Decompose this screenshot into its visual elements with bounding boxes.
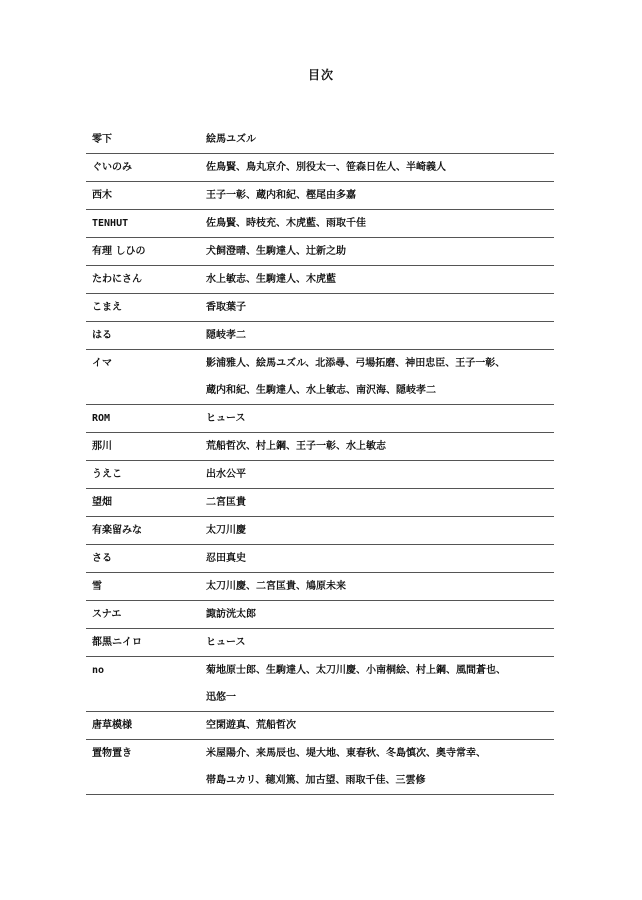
toc-row bbox=[86, 461, 554, 489]
toc-characters-line: 諏訪洸太郎 bbox=[206, 609, 256, 620]
toc-characters bbox=[206, 601, 554, 628]
toc-author: うえこ bbox=[92, 469, 122, 480]
toc-author: ぐいのみ bbox=[92, 162, 132, 173]
toc-characters bbox=[206, 350, 554, 404]
toc-row bbox=[86, 573, 554, 601]
toc-author: 唐草模様 bbox=[92, 720, 132, 731]
toc-row bbox=[86, 182, 554, 210]
toc-author: イマ bbox=[92, 358, 112, 369]
toc-characters bbox=[206, 238, 554, 265]
toc-characters bbox=[206, 517, 554, 544]
toc-characters-line: 佐鳥賢、鳥丸京介、別役太一、笹森日佐人、半崎義人 bbox=[206, 162, 446, 173]
toc-row bbox=[86, 712, 554, 740]
toc-characters bbox=[206, 657, 554, 711]
toc-characters bbox=[206, 266, 554, 293]
toc-characters bbox=[206, 461, 554, 488]
toc-characters-line: 蔵内和紀、生駒達人、水上敏志、南沢海、隠岐孝二 bbox=[206, 385, 436, 396]
toc-characters bbox=[206, 489, 554, 516]
toc-characters bbox=[206, 573, 554, 600]
toc-characters-line: 絵馬ユズル bbox=[206, 134, 256, 145]
toc-row bbox=[86, 294, 554, 322]
toc-characters-line: 太刀川慶、二宮匡貴、鳩原未来 bbox=[206, 581, 346, 592]
toc-row bbox=[86, 740, 554, 795]
toc-author: ROM bbox=[92, 413, 111, 424]
toc-author: さる bbox=[92, 553, 112, 564]
toc-author: こまえ bbox=[92, 302, 122, 313]
toc-row bbox=[86, 238, 554, 266]
toc-characters-line: 忍田真史 bbox=[206, 553, 246, 564]
toc-row bbox=[86, 601, 554, 629]
toc-characters-line: 隠岐孝二 bbox=[206, 330, 246, 341]
toc-characters bbox=[206, 712, 554, 739]
toc-characters-line: 菊地原士郎、生駒達人、太刀川慶、小南桐絵、村上鋼、風間蒼也、 bbox=[206, 665, 506, 676]
toc-characters-line: 空閑遊真、荒船哲次 bbox=[206, 720, 296, 731]
toc-author: スナエ bbox=[92, 609, 122, 620]
toc-characters-line: ヒュース bbox=[206, 637, 246, 648]
toc-row bbox=[86, 154, 554, 182]
toc-row bbox=[86, 405, 554, 433]
toc-characters bbox=[206, 433, 554, 460]
toc-author: 都黒ニイロ bbox=[92, 637, 142, 648]
toc-characters-line: 香取葉子 bbox=[206, 302, 246, 313]
toc-characters bbox=[206, 405, 554, 432]
toc-characters-line: 出水公平 bbox=[206, 469, 246, 480]
toc-row bbox=[86, 517, 554, 545]
toc-row bbox=[86, 350, 554, 405]
toc-author: 零下 bbox=[92, 134, 112, 145]
toc-author: 望畑 bbox=[92, 497, 112, 508]
toc-row bbox=[86, 545, 554, 573]
toc-table bbox=[86, 126, 554, 795]
toc-characters-line: 王子一彰、蔵内和紀、樫尾由多嘉 bbox=[206, 190, 356, 201]
toc-author: 西木 bbox=[92, 190, 112, 201]
toc-characters bbox=[206, 545, 554, 572]
toc-characters-line: 二宮匡貴 bbox=[206, 497, 246, 508]
toc-characters-line: 荒船哲次、村上鋼、王子一彰、水上敏志 bbox=[206, 441, 386, 452]
toc-author: 那川 bbox=[92, 441, 112, 452]
toc-characters bbox=[206, 182, 554, 209]
toc-row bbox=[86, 629, 554, 657]
toc-characters bbox=[206, 126, 554, 153]
toc-characters bbox=[206, 294, 554, 321]
toc-characters bbox=[206, 629, 554, 656]
toc-characters bbox=[206, 740, 554, 794]
toc-characters-line: ヒュース bbox=[206, 413, 246, 424]
page-title: 目次 bbox=[307, 68, 334, 82]
toc-row bbox=[86, 657, 554, 712]
toc-characters-line: 犬飼澄晴、生駒達人、辻新之助 bbox=[206, 246, 346, 257]
toc-author: 有楽留みな bbox=[92, 525, 142, 536]
toc-characters-line: 影浦雅人、絵馬ユズル、北添尋、弓場拓磨、神田忠臣、王子一彰、 bbox=[206, 358, 506, 369]
toc-characters-line: 太刀川慶 bbox=[206, 525, 246, 536]
toc-characters bbox=[206, 210, 554, 237]
toc-author: たわにさん bbox=[92, 274, 142, 285]
toc-characters-line: 佐鳥賢、時枝充、木虎藍、雨取千佳 bbox=[206, 218, 366, 229]
toc-characters-line: 帯島ユカリ、穂刈篤、加古望、雨取千佳、三雲修 bbox=[206, 775, 426, 786]
toc-characters bbox=[206, 154, 554, 181]
toc-characters-line: 水上敏志、生駒達人、木虎藍 bbox=[206, 274, 336, 285]
toc-characters-line: 米屋陽介、来馬辰也、堤大地、東春秋、冬島慎次、奥寺常幸、 bbox=[206, 748, 486, 759]
toc-characters bbox=[206, 322, 554, 349]
toc-author: TENHUT bbox=[92, 218, 129, 229]
toc-row bbox=[86, 210, 554, 238]
toc-row bbox=[86, 126, 554, 154]
toc-row bbox=[86, 489, 554, 517]
toc-author: はる bbox=[92, 330, 112, 341]
toc-author: 有理 しひの bbox=[92, 246, 146, 257]
toc-row bbox=[86, 266, 554, 294]
toc-row bbox=[86, 433, 554, 461]
toc-author: 雪 bbox=[92, 581, 102, 592]
toc-row bbox=[86, 322, 554, 350]
toc-author: 置物置き bbox=[92, 748, 132, 759]
toc-author: no bbox=[92, 665, 105, 676]
toc-characters-line: 迅悠一 bbox=[206, 692, 236, 703]
